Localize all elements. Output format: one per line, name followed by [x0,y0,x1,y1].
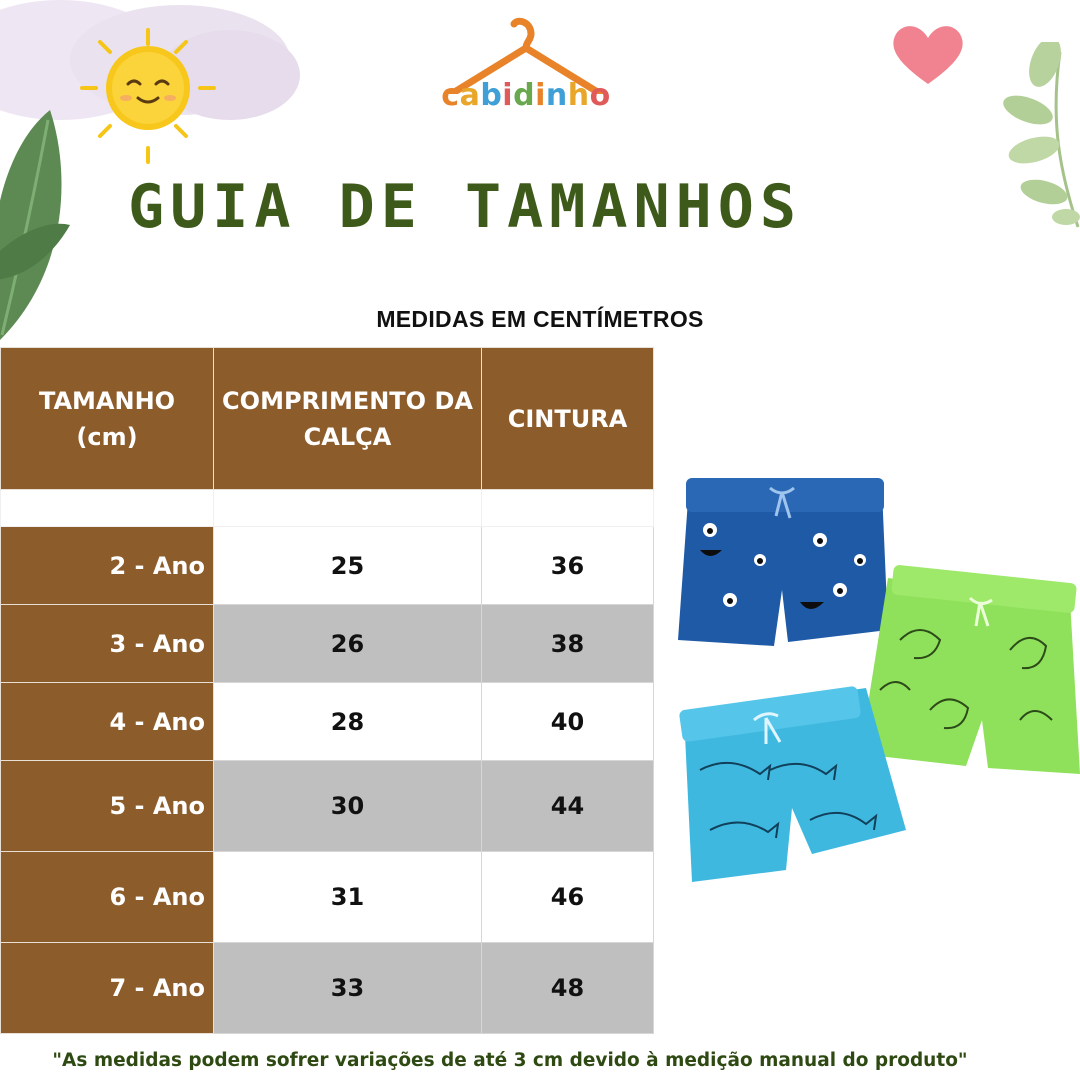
waist-cell: 46 [482,852,654,943]
disclaimer-note: "As medidas podem sofrer variações de até 3 cm devido à medição manual do produto" [52,1050,968,1071]
branch-icon [1000,42,1080,232]
shorts-blue [678,478,888,646]
table-spacer-row [1,490,654,527]
length-cell: 33 [214,943,482,1034]
size-cell: 5 - Ano [1,761,214,852]
size-cell: 3 - Ano [1,605,214,683]
size-cell: 6 - Ano [1,852,214,943]
size-cell: 7 - Ano [1,943,214,1034]
length-cell: 31 [214,852,482,943]
table-row [1,605,654,683]
logo-letter: c [441,78,460,113]
table-row [1,761,654,852]
column-header-size: TAMANHO (cm) [1,348,214,490]
length-cell: 30 [214,761,482,852]
column-header-length: COMPRIMENTO DA CALÇA [214,348,482,490]
page-title: GUIA DE TAMANHOS [128,172,802,242]
table-row [1,683,654,761]
logo-letter: a [459,78,481,113]
shorts-cyan [679,686,906,882]
table-row [1,943,654,1034]
table-row [1,852,654,943]
length-cell: 25 [214,527,482,605]
column-header-waist: CINTURA [482,348,654,490]
heart-icon [888,18,968,88]
logo-letter: o [589,78,611,113]
length-cell: 28 [214,683,482,761]
shorts-green [860,564,1080,774]
logo-wordmark [436,78,616,113]
table-header-row [1,348,654,490]
waist-cell: 36 [482,527,654,605]
size-cell: 4 - Ano [1,683,214,761]
waist-cell: 38 [482,605,654,683]
waist-cell: 44 [482,761,654,852]
logo-letter: h [567,78,590,113]
sun-icon [78,26,218,166]
logo-letter: n [545,78,568,113]
page-subtitle: MEDIDAS EM CENTÍMETROS [376,306,704,332]
brand-logo [436,4,616,114]
length-cell: 26 [214,605,482,683]
logo-letter: b [480,78,503,113]
logo-letter: i [502,78,514,113]
table-row [1,527,654,605]
size-table [0,347,654,1034]
size-cell: 2 - Ano [1,527,214,605]
logo-letter: d [513,78,536,113]
waist-cell: 40 [482,683,654,761]
logo-letter: i [535,78,546,113]
shorts-icon [670,470,1080,890]
waist-cell: 48 [482,943,654,1034]
